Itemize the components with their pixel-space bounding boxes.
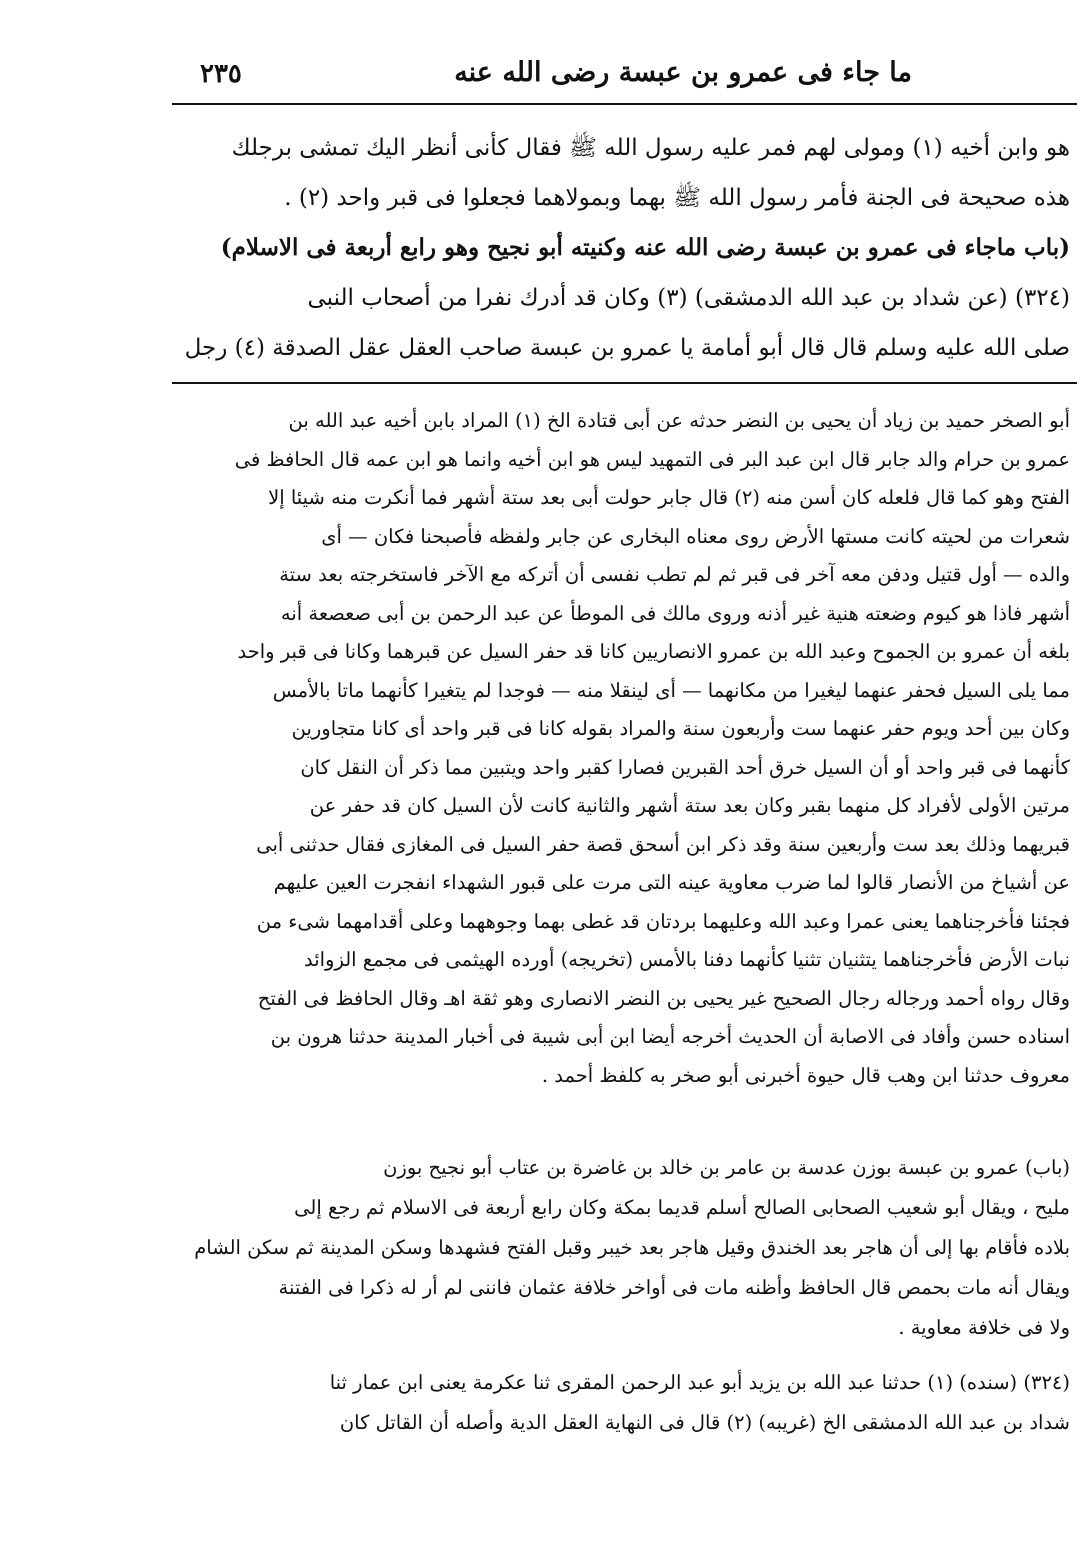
- footnote-line: أشهر فاذا هو كيوم وضعته هنية غير أذنه وروى مالك فى الموطأ عن عبد الرحمن بن أبى صعصعة أنه: [280, 601, 1070, 625]
- chapter-heading: (باب ماجاء فى عمرو بن عبسة رضى الله عنه وكنيته أبو نجيح وهو رابع أربعة فى الاسلام): [220, 234, 1070, 261]
- footnote-line: اسناده حسن وأفاد فى الاصابة أن الحديث أخرجه أيضا ابن أبى شيبة فى أخبار المدينة حدثنا هرون بن: [270, 1025, 1070, 1048]
- footnote-line: بلغه أن عمرو بن الجموح وعبد الله بن عمرو الانصاريين كانا قد حفر السيل عن قبرهما وكانا فى قبر واحد: [237, 640, 1070, 663]
- note-line: (٣٢٤) (سنده) (١) حدثنا عبد الله بن يزيد أبو عبد الرحمن المقرى ثنا عكرمة يعنى ابن عمار ثنا: [329, 1371, 1070, 1394]
- biography-line: مليح ، ويقال أبو شعيب الصحابى الصالح أسلم قديما بمكة وكان رابع أربعة فى الاسلام ثم رجع إلى: [294, 1196, 1070, 1219]
- footnote-line: والده — أول قتيل ودفن معه آخر فى قبر ثم لم تطب نفسى أن أتركه مع الآخر فاستخرجته بعد ستة: [279, 563, 1070, 586]
- biography-line: بلاده فأقام بها إلى أن هاجر بعد الخندق وقيل هاجر بعد خيبر وقبل الفتح فشهدها وسكن المدينة ثم سكن الشام: [194, 1236, 1070, 1259]
- footnote-line: شعرات من لحيته كانت مستها الأرض روى معناه البخارى عن جابر ولفظه فأصبحنا فكان — أى: [321, 524, 1070, 548]
- biography-line: (باب) عمرو بن عبسة بوزن عدسة بن عامر بن خالد بن غاضرة بن عتاب أبو نجيح بوزن: [383, 1156, 1070, 1179]
- footnote-line: مرتين الأولى لأفراد كل منهما بقبر وكان بعد ستة أشهر والثانية كانت لأن السيل كان قد حفر عن: [309, 794, 1070, 817]
- page-number: ٢٣٥: [200, 59, 242, 89]
- hadith-notes: [182, 1363, 1070, 1443]
- footnote-line: الفتح وهو كما قال فلعله كان أسن منه (٢) قال جابر حولت أبى بعد ستة أشهر فما أنكرت منه شيئا إلا: [268, 486, 1070, 509]
- main-line: (٣٢٤) (عن شداد بن عبد الله الدمشقى) (٣) وكان قد أدرك نفرا من أصحاب النبى: [307, 285, 1070, 311]
- main-line: هو وابن أخيه (١) ومولى لهم فمر عليه رسول الله ﷺ فقال كأنى أنظر اليك تمشى برجلك: [231, 135, 1070, 161]
- footnote-line: عمرو بن حرام والد جابر قال ابن عبد البر فى التمهيد ليس هو ابن أخيه وانما هو ابن عمه قال الحافظ فى: [234, 447, 1070, 471]
- footnote-line: أبو الصخر حميد بن زياد أن يحيى بن النضر حدثه عن أبى قتادة الخ (١) المراد بابن أخيه عبد الله بن: [288, 409, 1070, 432]
- biography-line: ويقال أنه مات بحمص قال الحافظ وأظنه مات فى أواخر خلافة عثمان فاننى لم أر له ذكرا فى الفتنة: [278, 1276, 1070, 1299]
- footnote-separator: [172, 382, 1077, 384]
- main-line: هذه صحيحة فى الجنة فأمر رسول الله ﷺ بهما وبمولاهما فجعلوا فى قبر واحد (٢) .: [284, 185, 1070, 211]
- footnote-line: مما يلى السيل فحفر عنهما ليغيرا من مكانهما — أى لينقلا منه — فوجدا لم يتغيرا كأنهما ماتا بالأمس: [272, 678, 1070, 702]
- footnote-line: معروف حدثنا ابن وهب قال حيوة أخبرنى أبو صخر به كلفظ أحمد .: [541, 1063, 1070, 1087]
- footnote-line: قبريهما وذلك بعد ست وأربعين سنة وقد ذكر ابن أسحق قصة حفر السيل فى المغازى فقال حدثنى أبى: [256, 832, 1070, 856]
- biography-line: ولا فى خلافة معاوية .: [898, 1316, 1070, 1339]
- footnote-line: عن أشياخ من الأنصار قالوا لما ضرب معاوية عينه التى مرت على قبور الشهداء انفجرت العين عليهم: [273, 871, 1070, 894]
- page-header: [180, 55, 912, 95]
- footnote-line: فجئنا فأخرجناهما يعنى عمرا وعبد الله وعليهما بردتان قد غطى بهما وجوههما وعلى أقدامهما شىء من: [256, 909, 1070, 933]
- main-text: [182, 123, 1070, 373]
- footnote-line: كأنهما فى قبر واحد أو أن السيل خرق أحد القبرين فصارا كقبر واحد ويتبين مما ذكر أن النقل كان: [300, 755, 1070, 779]
- footnote-line: وكان بين أحد ويوم حفر عنهما ست وأربعون سنة والمراد بقوله كانا فى قبر واحد أى كانا متجاورين: [291, 717, 1070, 740]
- biography-section: [182, 1148, 1070, 1348]
- header-rule: [172, 103, 1077, 105]
- note-line: شداد بن عبد الله الدمشقى الخ (غريبه) (٢) قال فى النهاية العقل الدية وأصله أن القاتل كان: [339, 1411, 1070, 1434]
- running-title: ما جاء فى عمرو بن عبسة رضى الله عنه: [454, 57, 912, 88]
- footnote-line: وقال رواه أحمد ورجاله رجال الصحيح غير يحيى بن النضر الانصارى وهو ثقة اهـ وقال الحافظ فى الفتح: [257, 986, 1070, 1010]
- footnotes: [182, 402, 1070, 1095]
- main-line: صلى الله عليه وسلم قال قال أبو أمامة يا عمرو بن عبسة صاحب العقل عقل الصدقة (٤) رجل: [184, 335, 1070, 361]
- footnote-line: نبات الأرض فأخرجناهما يتثنيان تثنيا كأنهما دفنا بالأمس (تخريجه) أورده الهيثمى فى مجمع الزوائد: [303, 948, 1070, 971]
